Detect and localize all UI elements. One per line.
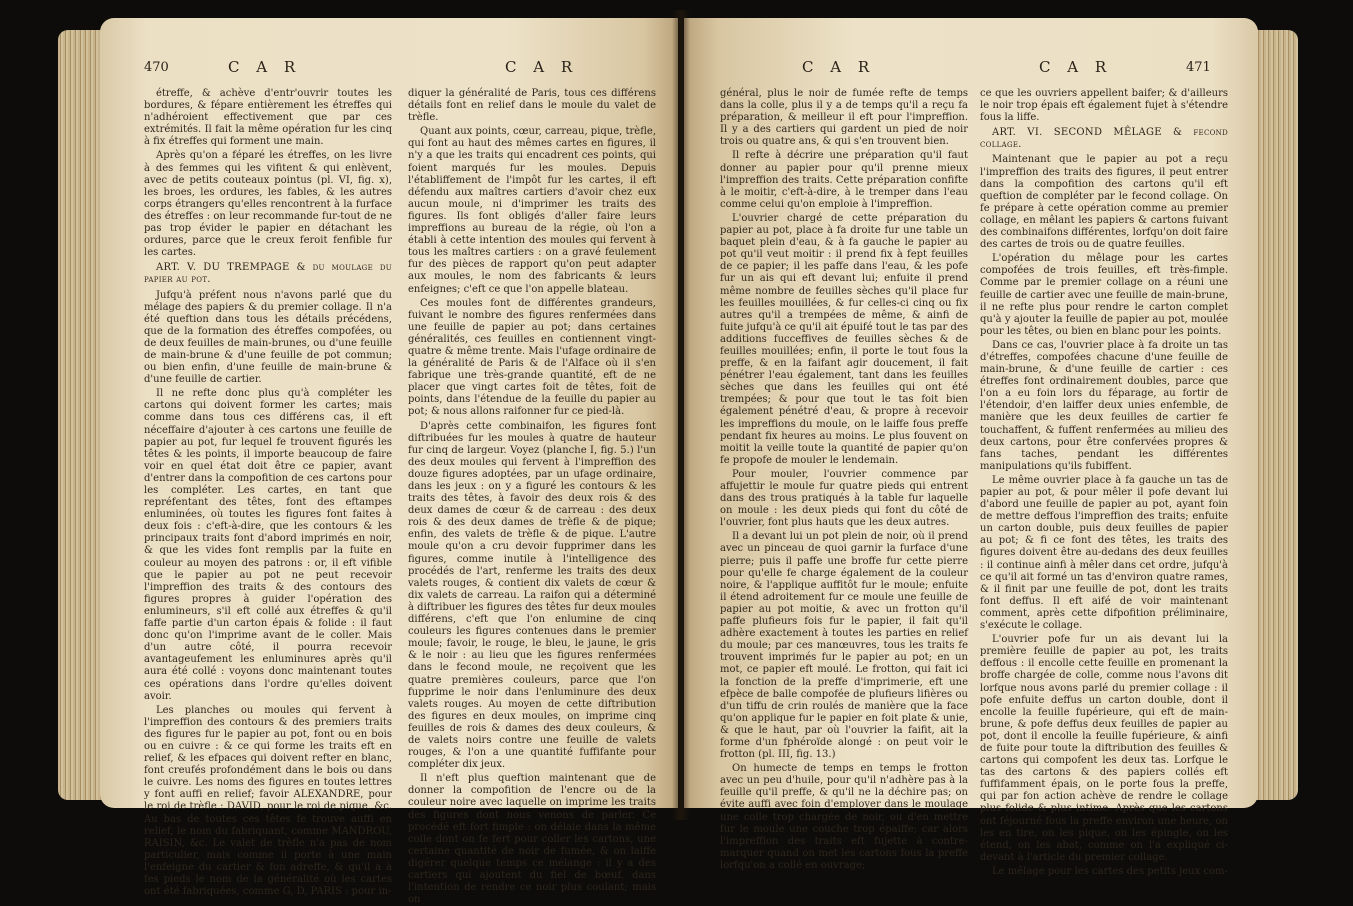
paragraph: Ces moules font de différentes grandeurs, fuivant le nombre des figures renfermées dans une feuille de papier au pot; dans certaines généralités, ces feuilles en contiennent vingt-quatre & même trente. Mais l'ufage ordinaire de la généralité de Paris & de l'Alface où il s'en fabrique une très-grande quantité, eft de ne placer que vingt cartes foit de têtes, foit de points, dans l'étendue de la feuille du papier au pot; & nous allons raifonner fur ce pied-là.: [408, 297, 656, 418]
section-heading: ART. VI. SECOND MÊLAGE & fecond collage.: [980, 127, 1228, 151]
section-heading: ART. V. DU TREMPAGE & du moulage du papier au pot.: [144, 262, 392, 286]
text-column: [408, 88, 656, 906]
paragraph: diquer la généralité de Paris, tous ces différens détails font en relief dans le moule du valet de trèfle.: [408, 88, 656, 124]
paragraph: Dans ce cas, l'ouvrier place à fa droite un tas d'étreffes, compofées chacune d'une feuille de main-brune, & d'une feuille de cartier : ces étreffes font ordinairement doubles, parce que l'on a eu foin lors du féparage, au fortir de l'étendoir, d'en laiffer deux unies enfemble, de manière que les deux feuilles de cartier fe touchaffent, & fuffent renfermées au milieu des deux cartons, pour être confervées propres & fans taches, pendant les différentes manipulations qu'ils fubiffent.: [980, 339, 1228, 472]
paragraph: ce que les ouvriers appellent baifer; & d'ailleurs le noir trop épais eft également fujet à s'étendre fous la liffe.: [980, 88, 1228, 124]
right-page-edges: [1256, 30, 1298, 800]
running-head: C A R: [1039, 58, 1113, 76]
paragraph: Maintenant que le papier au pot a reçu l'impreffion des traits des figures, il peut entrer dans la compofition des cartons qu'il eft queftion de compléter par le fecond collage. On fe prépare à cette opération comme au premier collage, en mêlant les papiers & cartons fuivant des combinaifons différentes, lorfqu'on doit faire des cartes de trois ou de quatre feuilles.: [980, 154, 1228, 251]
paragraph: général, plus le noir de fumée refte de temps dans la colle, plus il y a de temps qu'il a reçu fa préparation, & meilleur il eft pour l'impreffion. Il y a des cartiers qui gardent un pied de noir trois ou quatre ans, & qui s'en trouvent bien.: [720, 88, 968, 148]
paragraph: Jufqu'à préfent nous n'avons parlé que du mélage des papiers & du premier collage. Il n'a été queftion dans tous les détails précédens, que de la formation des étreffes compofées, ou de deux feuilles de main-brunes, ou d'une feuille de main-brune & d'une feuille de pot commun; ou bien enfin, d'une feuille de main-brune & d'une feuille de cartier.: [144, 289, 392, 386]
paragraph: Le même ouvrier place à fa gauche un tas de papier au pot, & pour mêler il pofe devant lui d'abord une feuille de papier au pot, ayant foin de mettre deffous l'impreffion des traits; enfuite un carton double, puis deux feuilles de papier au pot; & fi ce font des têtes, les traits des figures doivent être au-dedans des deux feuilles : il continue ainfi à mêler dans cet ordre, jufqu'à ce qu'il ait formé un tas d'environ quatre rames, & il finit par une feuille de pot, dont les traits font deffus. Il eft aifé de voir maintenant comment, après cette difpofition préliminaire, s'exécute le collage.: [980, 474, 1228, 632]
text-column: [144, 88, 392, 898]
paragraph: Il n'eft plus queftion maintenant que de donner la compofition de l'encre ou de la couleur noire avec laquelle on imprime les traits des figures dont nous venons de parler. Ce procédé eft fort fimple : on délaie dans la même colle dont on fe fert pour coller les cartons, une certaine quantité de noir de fumée, & on laiffe digérer quelque temps ce mélange : il y a des cartiers qui ajoutent du fiel de bœuf, dans l'intention de rendre ce noir plus coulant; mais on: [408, 773, 656, 906]
paragraph: On humecte de temps en temps le frotton avec un peu d'huile, pour qu'il n'adhère pas à la feuille qu'il preffe, & qu'il ne la déchire pas; on évite auffi avec foin d'employer dans le moulage une colle trop chargée de noir, ou d'en mettre fur le moule une couche trop épaiffe; car alors l'impreffion des traits eft fujette à contre-marquer quand on met les cartons fous la preffe lorfqu'on a collé en ouvrage;: [720, 763, 968, 871]
left-page: [100, 18, 678, 906]
running-head: C A R: [802, 58, 876, 76]
paragraph: L'opération du mêlage pour les cartes compofées de trois feuilles, eft très-fimple. Comme par le premier collage on a réuni une feuille de cartier avec une feuille de main-brune, il ne refte plus pour rendre le carton complet qu'à y ajouter la feuille de papier au pot, moulée pour les têtes, ou bien en blanc pour les points.: [980, 253, 1228, 337]
paragraph: L'ouvrier pofe fur un ais devant lui la première feuille de papier au pot, les traits deffous : il encolle cette feuille en promenant la broffe chargée de colle, comme nous l'avons dit lorfque nous avons parlé du premier collage : il pofe enfuite deffus un carton double, dont il encolle la feuille fupérieure, qui eft de main-brune, & pofe deffus deux feuilles de papier au pot, dont il encolle la feuille fupérieure, & ainfi de fuite pour toute la diftribution des feuilles & cartons qui compofent les deux tas. Lorfque le tas des cartons & des papiers collés eft fuffifamment épais, on le porte fous la preffe, qui par fon action achève de rendre le collage plus folide & plus intime. Après que les cartons ont féjourné fous la preffe environ une heure, on les en tire, on les pique, on les épingle, on les étend, on les abat, comme on l'a expliqué ci-devant à l'article du premier collage.: [980, 634, 1228, 863]
paragraph: Le mêlage pour les cartes des petits jeux com-: [992, 865, 1228, 877]
paragraph: L'ouvrier chargé de cette préparation du papier au pot, place à fa droite fur une table un baquet plein d'eau, & à fa gauche le papier au pot qu'il veut moitir : il prend fix à fept feuilles de ce papier; il les paffe dans l'eau, & les pofe fur un ais qui eft devant lui; enfuite il prend même nombre de feuilles sèches qu'il place fur les feuilles mouillées, & fur celles-ci cinq ou fix autres qu'il a trempées de même, & ainfi de fuite jufqu'à ce qu'il ait épuifé tout le tas par des additions fucceffives de feuilles sèches & de feuilles mouillées; enfin, il porte le tout fous la preffe, & en la faifant agir doucement, il fait pénétrer l'eau également, tant dans les feuilles sèches que dans les feuilles qui ont été trempées; & pour que tout le tas foit bien également pénétré d'eau, & propre à recevoir les impreffions du moule, on le laiffe fous preffe pendant fix heures au moins. Le plus fouvent on moitit la veille toute la quantité de papier qu'on fe propofe de mouler le lendemain.: [720, 212, 968, 466]
paragraph: étreffe, & achève d'entr'ouvrir toutes les bordures, & fépare entièrement les étreffes qui n'adhéroient effectivement que par ces extrémités. Il fait la même opération fur les cinq à fix étreffes qui forment une main.: [144, 88, 392, 148]
right-page: [684, 18, 1258, 877]
paragraph: Les planches ou moules qui fervent à l'impreffion des contours & des premiers traits des figures fur le papier au pot, font ou en bois ou en cuivre : & ce qui forme les traits eft en relief, & les efpaces qui doivent refter en blanc, font creufés profondément dans le bois ou dans le cuivre. Les noms des figures en toutes lettres y font auffi en relief; favoir ALEXANDRE, pour le roi de trèfle : DAVID, pour le roi de pique, &c. Au bas de toutes ces têtes fe trouve auffi en relief, le nom du fabriquant, comme MANDROU, RAISIN, &c. Le valet de trèfle n'a pas de nom particulier, mais comme il porte à une main l'enfeigne du cartier & fon adreffe, & qu'il a à fes pieds le nom de la généralité où les cartes ont été fabriquées, comme G, D, PARIS : pour in-: [144, 704, 392, 898]
paragraph: Pour mouler, l'ouvrier commence par affujettir le moule fur quatre pieds qui entrent dans des trous pratiqués à la table fur laquelle on moule : les deux pieds qui font du côté de l'ouvrier, font plus hauts que les deux autres.: [720, 468, 968, 529]
running-head: C A R: [505, 58, 579, 76]
paragraph: Quant aux points, cœur, carreau, pique, trèfle, qui font au haut des mêmes cartes en figures, il n'y a que les traits qui encadrent ces points, qui foient marqués fur les moules. Depuis l'établiffement de l'impôt fur les cartes, il eft défendu aux maîtres cartiers d'avoir chez eux aucun moule, ni d'imprimer les traits des figures. Ils font obligés d'aller faire leurs impreffions au bureau de la régie, où l'on a établi à cette intention des moules qui fervent à tous les maîtres cartiers : on a gravé feulement fur des pièces de rapport qu'on peut adapter aux moules, le nom des fabricants & leurs enfeignes; c'eft ce que l'on appelle blateau.: [408, 126, 656, 295]
running-head: C A R: [228, 58, 302, 76]
paragraph: Il ne refte donc plus qu'à compléter les cartons qui doivent former les cartes; mais comme dans tous ces différens cas, il eft néceffaire d'ajouter à ces cartons une feuille de papier au pot, fur lequel fe trouvent figurés les têtes & les points, il importe beaucoup de faire voir en quel état doit être ce papier, avant d'entrer dans la compofition de ces cartons pour les compléter. Les cartes, en tant que repréfentant des têtes, font des eftampes enluminées, où toutes les figures font faites à deux fois : c'eft-à-dire, que les contours & les principaux traits font d'abord imprimés en noir, & que les vides font remplis par la fuite en couleur au moyen des patrons : or, il eft vifible que le papier au pot ne peut recevoir l'impreffion des traits & des contours des figures propres à guider l'opération des enlumineurs, s'il eft collé aux étreffes & qu'il faffe partie d'un carton épais & folide : il faut donc qu'on l'imprime avant de le coller. Mais d'un autre côté, il pourra recevoir avantageufement les enluminures après qu'il aura été collé : voyons donc maintenant toutes ces opérations dans l'ordre qu'elles doivent avoir.: [144, 388, 392, 702]
paragraph: Après qu'on a féparé les étreffes, on les livre à des femmes qui les vifitent & qui enlèvent, avec de petits couteaux pointus (pl. VI, fig. x), les broes, les ordures, les fables, & les autres corps étrangers qu'elles rencontrent à la furface des étreffes : on leur recommande fur-tout de ne pas trop évider le papier en détachant les ordures, parce que le creux feroit fenfible fur les cartes.: [144, 150, 392, 259]
paragraph: Il refte à décrire une préparation qu'il faut donner au papier pour qu'il prenne mieux l'impreffion des traits. Cette préparation confifte à le moitir, c'eft-à-dire, à le tremper dans l'eau comme celui qu'on emploie à l'impreffion.: [720, 150, 968, 210]
page-number: 470: [144, 60, 169, 75]
paragraph: Il a devant lui un pot plein de noir, où il prend avec un pinceau de quoi garnir la furface d'une pierre; puis il paffe une broffe fur cette pierre pour qu'elle fe charge également de la couleur noire, & l'applique auffitôt fur le moule; enfuite il étend adroitement fur ce moule une feuille de papier au pot moitie, & avec un frotton qu'il paffe plufieurs fois fur le papier, il fait qu'il adhère exactement à toutes les parties en relief du moule; par ces manœuvres, tous les traits fe trouvent imprimés fur le papier au pot; en un mot, ce papier eft moulé. Le frotton, qui fait ici la fonction de la preffe d'imprimerie, eft une efpèce de balle compofée de plufieurs lifières ou d'un tiffu de crin roulés de manière que la face qu'on applique fur le papier en foit plate & unie, & que le haut, par où l'ouvrier la faifit, ait la forme d'un fphéroïde alongé : on peut voir le frotton (pl. III, fig. 13.): [720, 531, 968, 761]
book-gutter: [672, 10, 690, 820]
page-number: 471: [1186, 60, 1211, 75]
paragraph: D'après cette combinaifon, les figures font diftribuées fur les moules à quatre de hauteur fur cinq de largeur. Voyez (planche I, fig. 5.) l'un des deux moules qui fervent à l'impreffion des douze figures adoptées, par un ufage ordinaire, dans les jeux : on y a figuré les contours & les traits des têtes, à favoir des deux rois & des deux dames de cœur & de carreau : des deux rois & des deux dames de trèfle & de pique; enfin, des valets de trèfle & de pique. L'autre moule qu'on a cru devoir fupprimer dans les figures, comme inutile à l'intelligence des procédés de l'art, renferme les traits des deux valets rouges, & contient dix valets de cœur & dix valets de carreau. La raifon qui a déterminé à diftribuer les figures des têtes fur deux moules différens, c'eft que l'on enlumine de cinq couleurs les figures contenues dans le premier moule; favoir, le rouge, le bleu, le jaune, le gris & le noir : au lieu que les figures renfermées dans le fecond moule, ne reçoivent que les quatre premières couleurs, parce que l'on fupprime le noir dans l'enluminure des deux valets rouges. Au moyen de cette diftribution des figures en deux moules, on imprime cinq feuilles de rois & dames des deux couleurs, & de valets noirs contre une feuille de valets rouges, & l'on a une quantité fuffifante pour compléter dix jeux.: [408, 420, 656, 771]
text-column: [720, 88, 968, 871]
left-page-edges: [58, 30, 102, 800]
text-column: [980, 88, 1228, 877]
